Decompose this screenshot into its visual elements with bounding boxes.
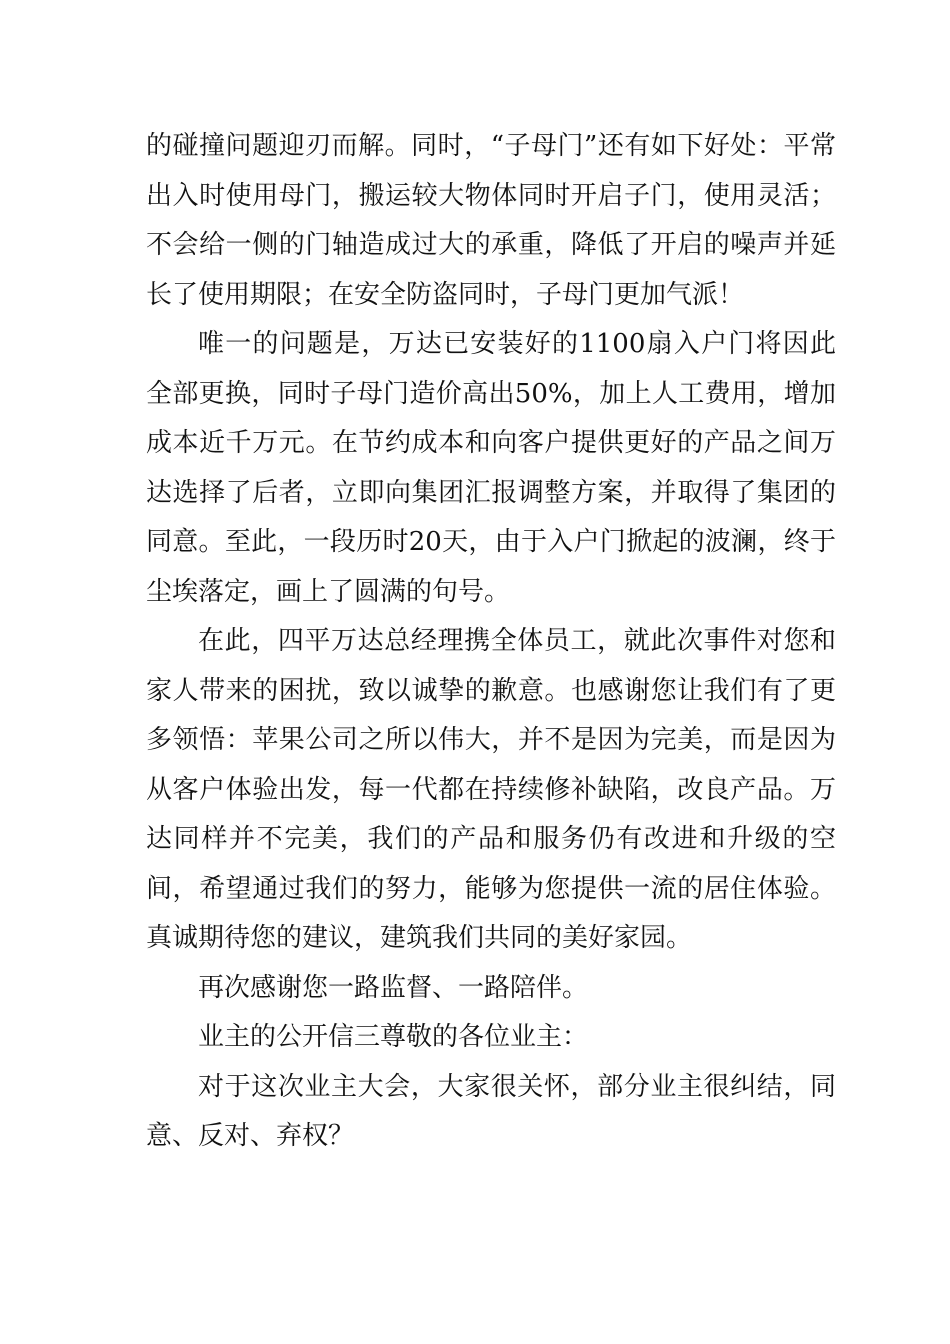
- paragraph-2: 唯一的问题是，万达已安装好的1100扇入户门将因此全部更换，同时子母门造价高出50%，加上人工费用，增加成本近千万元。在节约成本和向客户提供更好的产品之间万达选择了后者，立即向集团汇报调整方案，并取得了集团的同意。至此，一段历时20天，由于入户门掀起的波澜，终于尘埃落定，画上了圆满的句号。: [146, 329, 836, 607]
- paragraph-5: 业主的公开信三尊敬的各位业主：: [198, 1022, 589, 1052]
- document-body: [146, 122, 836, 1162]
- paragraph-3: 在此，四平万达总经理携全体员工，就此次事件对您和家人带来的困扰，致以诚挚的歉意。也感谢您让我们有了更多领悟：苹果公司之所以伟大，并不是因为完美，而是因为从客户体验出发，每一代都在持续修补缺陷，改良产品。万达同样并不完美，我们的产品和服务仍有改进和升级的空间，希望通过我们的努力，能够为您提供一流的居住体验。真诚期待您的建议，建筑我们共同的美好家园。: [146, 626, 836, 953]
- paragraph-1: 的碰撞问题迎刃而解。同时，“子母门”还有如下好处：平常出入时使用母门，搬运较大物体同时开启子门，使用灵活；不会给一侧的门轴造成过大的承重，降低了开启的噪声并延长了使用期限；在安全防盗同时，子母门更加气派！: [146, 131, 836, 310]
- paragraph-6: 对于这次业主大会，大家很关怀，部分业主很纠结，同意、反对、弃权？: [146, 1071, 836, 1151]
- paragraph-4: 再次感谢您一路监督、一路陪伴。: [198, 972, 589, 1003]
